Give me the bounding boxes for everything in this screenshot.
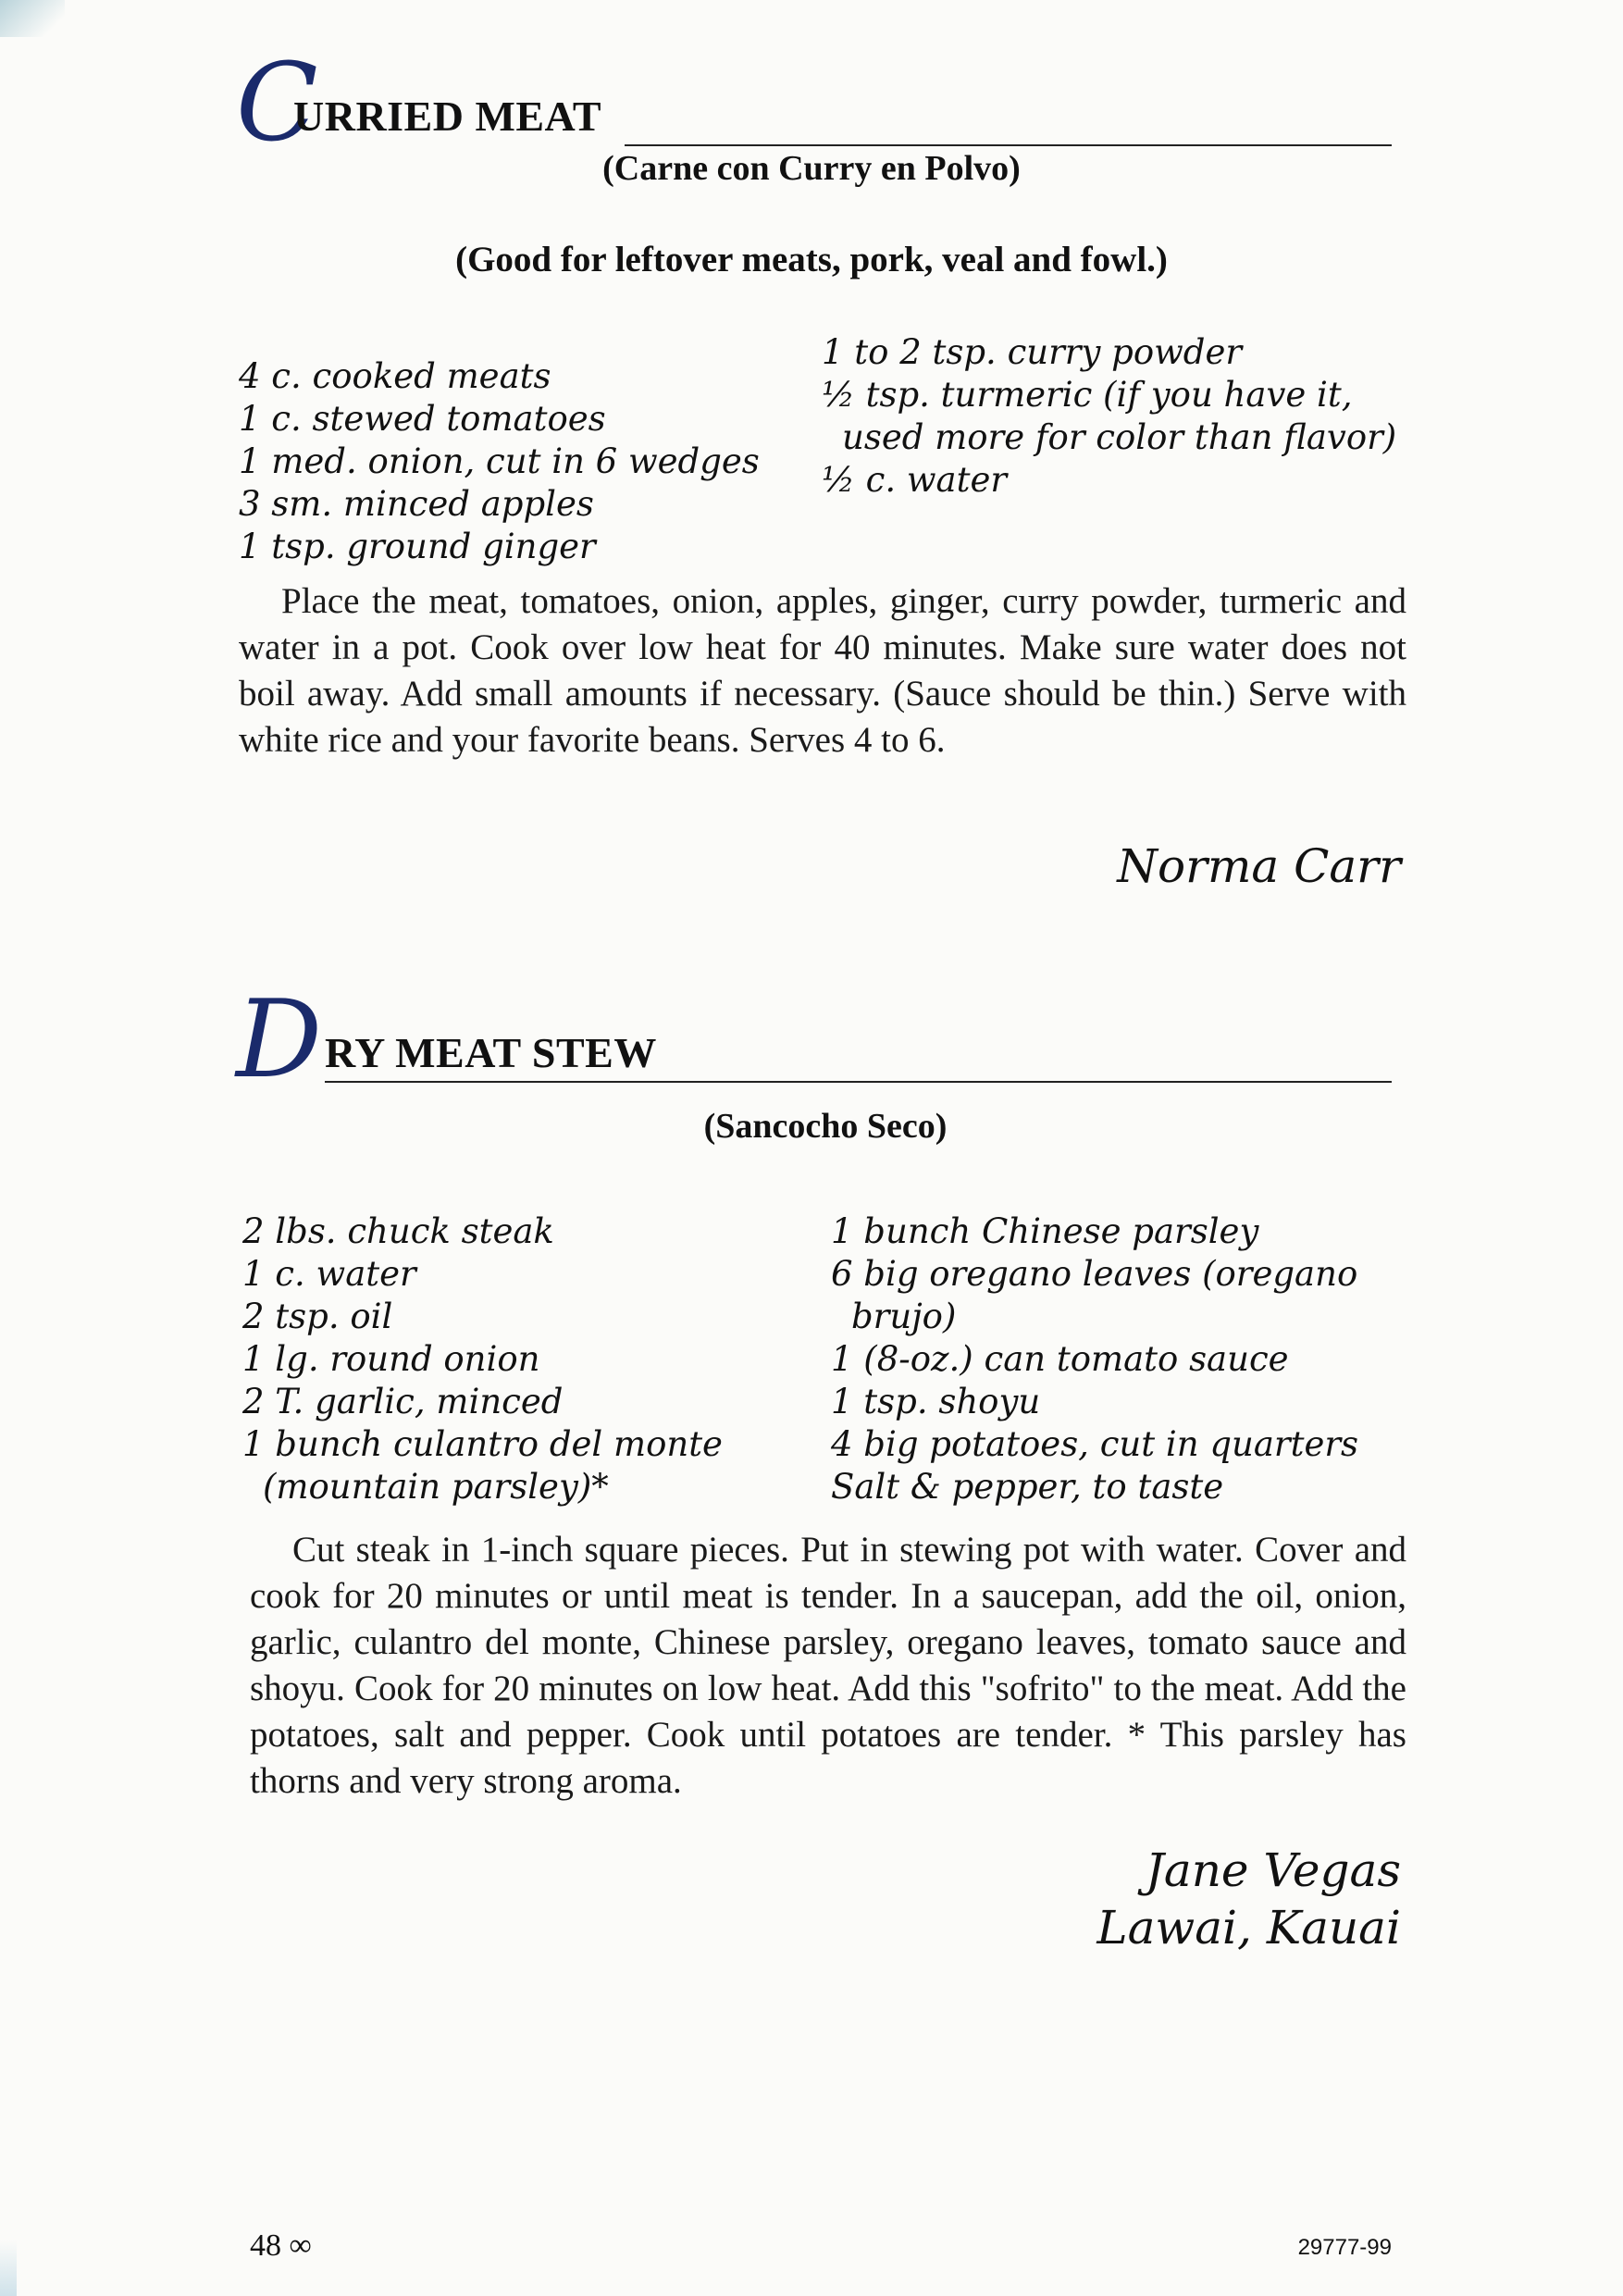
recipe2-drop-cap: D [236,977,323,1102]
ingredient-continuation: brujo) [851,1297,957,1336]
ingredient: 1 c. stewed tomatoes [239,399,606,439]
recipe1-drop-cap: C [236,41,318,166]
ingredient: ½ c. water [822,460,1008,500]
recipe2-subtitle: (Sancocho Seco) [703,1107,948,1146]
ingredient: 1 bunch Chinese parsley [831,1211,1259,1251]
ingredient: 4 c. cooked meats [239,356,551,396]
recipe1-heading [236,37,1392,166]
recipe2-author: Jane Vegas [1145,1843,1401,1897]
recipe1-ingredients-left [239,355,760,568]
ingredient: 1 lg. round onion [242,1339,540,1379]
ingredient: ½ tsp. turmeric (if you have it, [822,375,1353,415]
ingredient: 4 big potatoes, cut in quarters [831,1424,1359,1464]
ingredient: 1 tsp. shoyu [831,1382,1041,1421]
recipe2-title: RY MEAT STEW [325,1029,657,1076]
ingredient: 3 sm. minced apples [239,484,594,524]
ingredient: 1 tsp. ground ginger [239,527,596,566]
page-edge-tint-bottom [0,2240,17,2296]
ingredient: 1 to 2 tsp. curry powder [822,332,1243,372]
recipe2-method: Cut steak in 1-inch square pieces. Put in stewing pot with water. Cover and cook for 20 minutes or until meat is tender. In a saucepan, add the oil, onion, garlic, culantro del monte, Chinese parsley, oregano leaves, tomato sauce and shoyu. Cook for 20 minutes on low heat. Add this "sofrito" to the meat. Add the potatoes, salt and pepper. Cook until potatoes are tender. * This parsley has thorns and very strong aroma. [250,1530,1406,1801]
ingredient: 6 big oregano leaves (oregano [831,1254,1358,1294]
page-number: 48 ∞ [250,2228,312,2263]
page-edge-tint [0,0,65,37]
print-code: 29777-99 [1297,2235,1392,2260]
ingredient: 2 lbs. chuck steak [242,1211,554,1251]
ingredient-continuation: used more for color than flavor) [842,417,1397,457]
ingredient: 2 tsp. oil [242,1297,393,1336]
recipe2-ingredients-right [831,1210,1358,1508]
recipe2-title-rule [325,1081,1392,1083]
recipe2-location: Lawai, Kauai [1096,1901,1401,1955]
recipe2-heading [236,972,1392,1102]
ingredient: 1 med. onion, cut in 6 wedges [239,441,760,481]
ingredient: 1 bunch culantro del monte [242,1424,723,1464]
ingredient: 2 T. garlic, minced [242,1382,564,1421]
ingredient: 1 (8-oz.) can tomato sauce [831,1339,1289,1379]
recipe1-author: Norma Carr [1117,839,1401,893]
recipe2-ingredients-left [242,1210,723,1508]
recipe1-ingredients-right [822,331,1396,502]
recipe1-note: (Good for leftover meats, pork, veal and fowl.) [455,240,1168,279]
ingredient-continuation: (mountain parsley)* [263,1467,609,1507]
recipe1-method: Place the meat, tomatoes, onion, apples, ginger, curry powder, turmeric and water in a pot. Cook over low heat for 40 minutes. Make sure water does not boil away. Add small amounts if necessary. (Sauce should be thin.) Serve with white rice and your favorite beans. Serves 4 to 6. [239,581,1406,760]
ingredient: Salt & pepper, to taste [831,1467,1224,1507]
recipe1-title: URRIED MEAT [293,93,602,140]
recipe1-title-rule [625,144,1392,146]
ingredient: 1 c. water [242,1254,416,1294]
recipe1-subtitle: (Carne con Curry en Polvo) [602,149,1021,188]
